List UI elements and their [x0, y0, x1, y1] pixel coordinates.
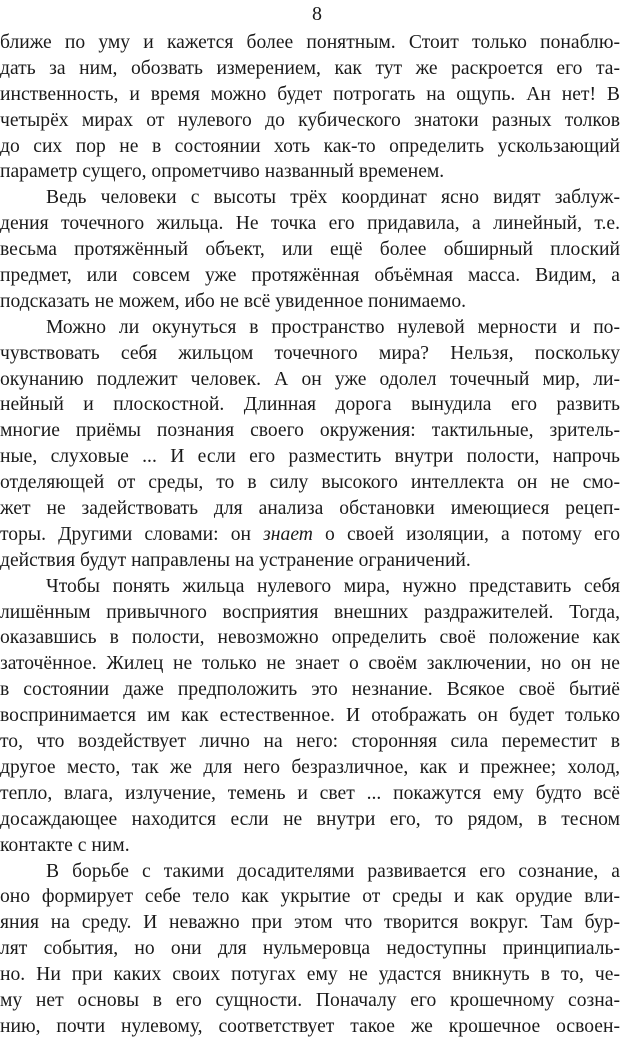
text-line: чувствовать себя жильцом точечного мира? Нельзя, поскольку: [0, 342, 620, 364]
text-line: но. Ни при каких своих потугах ему не удастся вникнуть в то, че-: [0, 964, 620, 986]
text-line: отделяющей от среды, то в силу высокого интеллекта он не смо-: [0, 472, 620, 494]
text-line: в состоянии даже предположить это незнание. Всякое своё бытиё: [0, 679, 620, 701]
text-line: ные, слуховые ... И если его разместить внутри полости, напрочь: [0, 446, 620, 468]
text-line: оказавшись в полости, невозможно определить своё положение как: [0, 627, 620, 649]
emphasis: знает: [263, 523, 313, 545]
text-line: жет не задействовать для анализа обстановки имеющиеся рецеп-: [0, 498, 620, 520]
text-line: весьма протяжённый объект, или ещё более обширный плоский: [0, 239, 620, 261]
page-number: 8: [312, 3, 322, 25]
text-line: В борьбе с такими досадителями развивается его сознание, а: [46, 860, 620, 882]
text-line: тепло, влага, излучение, темень и свет ... покажутся ему будто всё: [0, 782, 620, 804]
text-line: ближе по уму и кажется более понятным. Стоит только понаблю-: [0, 32, 620, 53]
text-line: оно формирует себе тело как укрытие от среды и как орудие вли-: [0, 886, 620, 908]
text-line: заточённое. Жилец не только не знает о своём заключении, но он не: [0, 653, 620, 675]
text-line: нейный и плоскостной. Длинная дорога вынудила его развить: [0, 394, 620, 416]
text-line: яния на среду. И неважно при этом что творится вокруг. Там бур-: [0, 912, 620, 934]
text-line: воспринимается им как естественное. И отображать он будет только: [0, 705, 620, 727]
text-line: параметр сущего, опрометчиво названный временем.: [0, 161, 445, 183]
text-line: дать за ним, обозвать измерением, как тут же раскроется его та-: [0, 57, 620, 79]
text-line: окунанию подлежит человек. А он уже одолел точечный мир, ли-: [0, 368, 620, 390]
text-line: предмет, или совсем уже протяжённая объёмная масса. Видим, а: [0, 265, 620, 287]
text-line: нию, почти нулевому, соответствует такое же крошечное освоен-: [0, 1015, 620, 1037]
text-line: до сих пор не в состоянии хоть как-то определить ускользающий: [0, 135, 620, 157]
text-line: му нет основы в его сущности. Поначалу его крошечному созна-: [0, 989, 620, 1011]
text-line: контакте с ним.: [0, 834, 130, 856]
text-line: дения точечного жильца. Не точка его придавила, а линейный, т.е.: [0, 213, 620, 235]
text-line: многие приёмы познания своего окружения: тактильные, зритель-: [0, 420, 620, 442]
text-line: Чтобы понять жильца нулевого мира, нужно представить себя: [46, 575, 620, 597]
text-line: Можно ли окунуться в пространство нулевой мерности и по-: [46, 316, 620, 338]
text-line: другое место, так же для него безразличное, как и прежнее; холод,: [0, 756, 620, 778]
body-text: [0, 30, 620, 1040]
text-line: торы. Другими словами: он знает о своей изоляции, а потому его: [0, 523, 620, 545]
text-line: Ведь человеки с высоты трёх координат ясно видят заблуж-: [46, 187, 620, 209]
text-line: лят события, но они для нульмеровца недоступны принципиаль-: [0, 938, 620, 960]
text-line: подсказать не можем, ибо не всё увиденное понимаемо.: [0, 290, 467, 312]
text-line: то, что воздействует лично на него: сторонняя сила переместит в: [0, 731, 620, 753]
text-line: четырёх мирах от нулевого до кубического знатоки разных толков: [0, 109, 620, 131]
text-line: инственность, и время можно будет потрогать на ощупь. Ан нет! В: [0, 83, 620, 105]
text-line: лишённым привычного восприятия внешних раздражителей. Тогда,: [0, 601, 620, 623]
text-line: досаждающее находится если не внутри его, то рядом, в тесном: [0, 808, 620, 830]
text-line: действия будут направлены на устранение ограничений.: [0, 549, 471, 571]
